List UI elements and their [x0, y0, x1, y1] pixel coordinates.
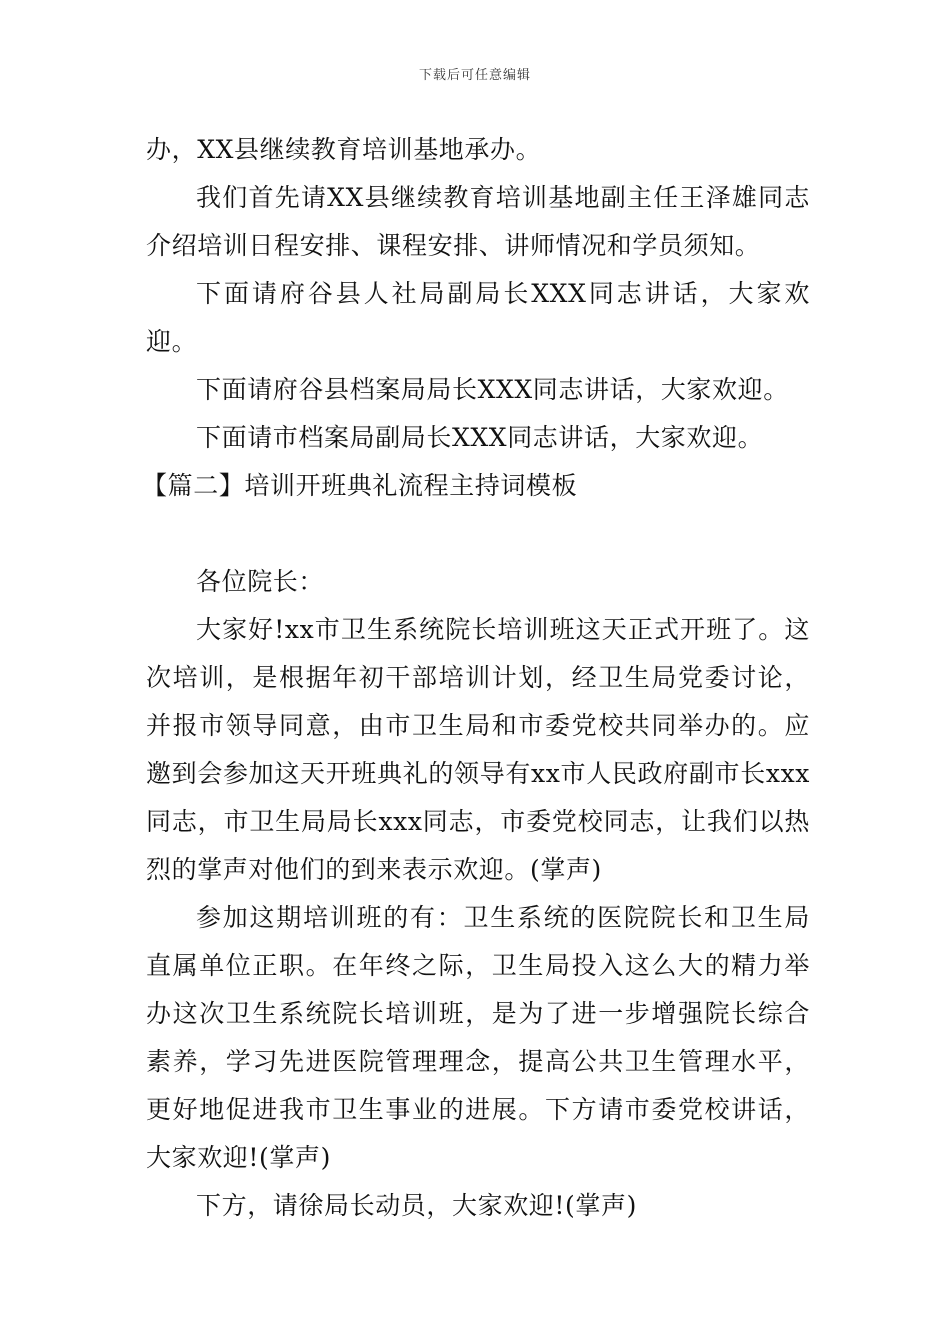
- document-body: [142, 126, 810, 1230]
- paragraph: 下面请府谷县档案局局长XXX同志讲话，大家欢迎。: [196, 375, 789, 404]
- paragraph: 下面请府谷县人社局副局长XXX同志讲话，大家欢迎。: [146, 279, 810, 356]
- paragraph: 参加这期培训班的有：卫生系统的医院院长和卫生局直属单位正职。在年终之际，卫生局投入这么大的精力举办这次卫生系统院长培训班，是为了进一步增强院长综合素养，学习先进医院管理理念，提高公共卫生管理水平，更好地促进我市卫生事业的进展。下方请市委党校讲话，大家欢迎!(掌声): [146, 903, 810, 1172]
- paragraph-continuation: 办，XX县继续教育培训基地承办。: [146, 135, 542, 164]
- paragraph: 下方，请徐局长动员，大家欢迎!(掌声): [196, 1191, 637, 1220]
- paragraph: 我们首先请XX县继续教育培训基地副主任王泽雄同志介绍培训日程安排、课程安排、讲师情况和学员须知。: [146, 183, 810, 260]
- salutation: 各位院长：: [196, 567, 325, 596]
- page-header-note: 下载后可任意编辑: [418, 68, 531, 83]
- section-heading: 【篇二】培训开班典礼流程主持词模板: [142, 471, 578, 500]
- paragraph: 下面请市档案局副局长XXX同志讲话，大家欢迎。: [196, 423, 764, 452]
- paragraph: 大家好!xx市卫生系统院长培训班这天正式开班了。这次培训，是根据年初干部培训计划，经卫生局党委讨论，并报市领导同意，由市卫生局和市委党校共同举办的。应邀到会参加这天开班典礼的领导有xx市人民政府副市长xxx同志，市卫生局局长xxx同志，市委党校同志，让我们以热烈的掌声对他们的到来表示欢迎。(掌声): [146, 615, 810, 884]
